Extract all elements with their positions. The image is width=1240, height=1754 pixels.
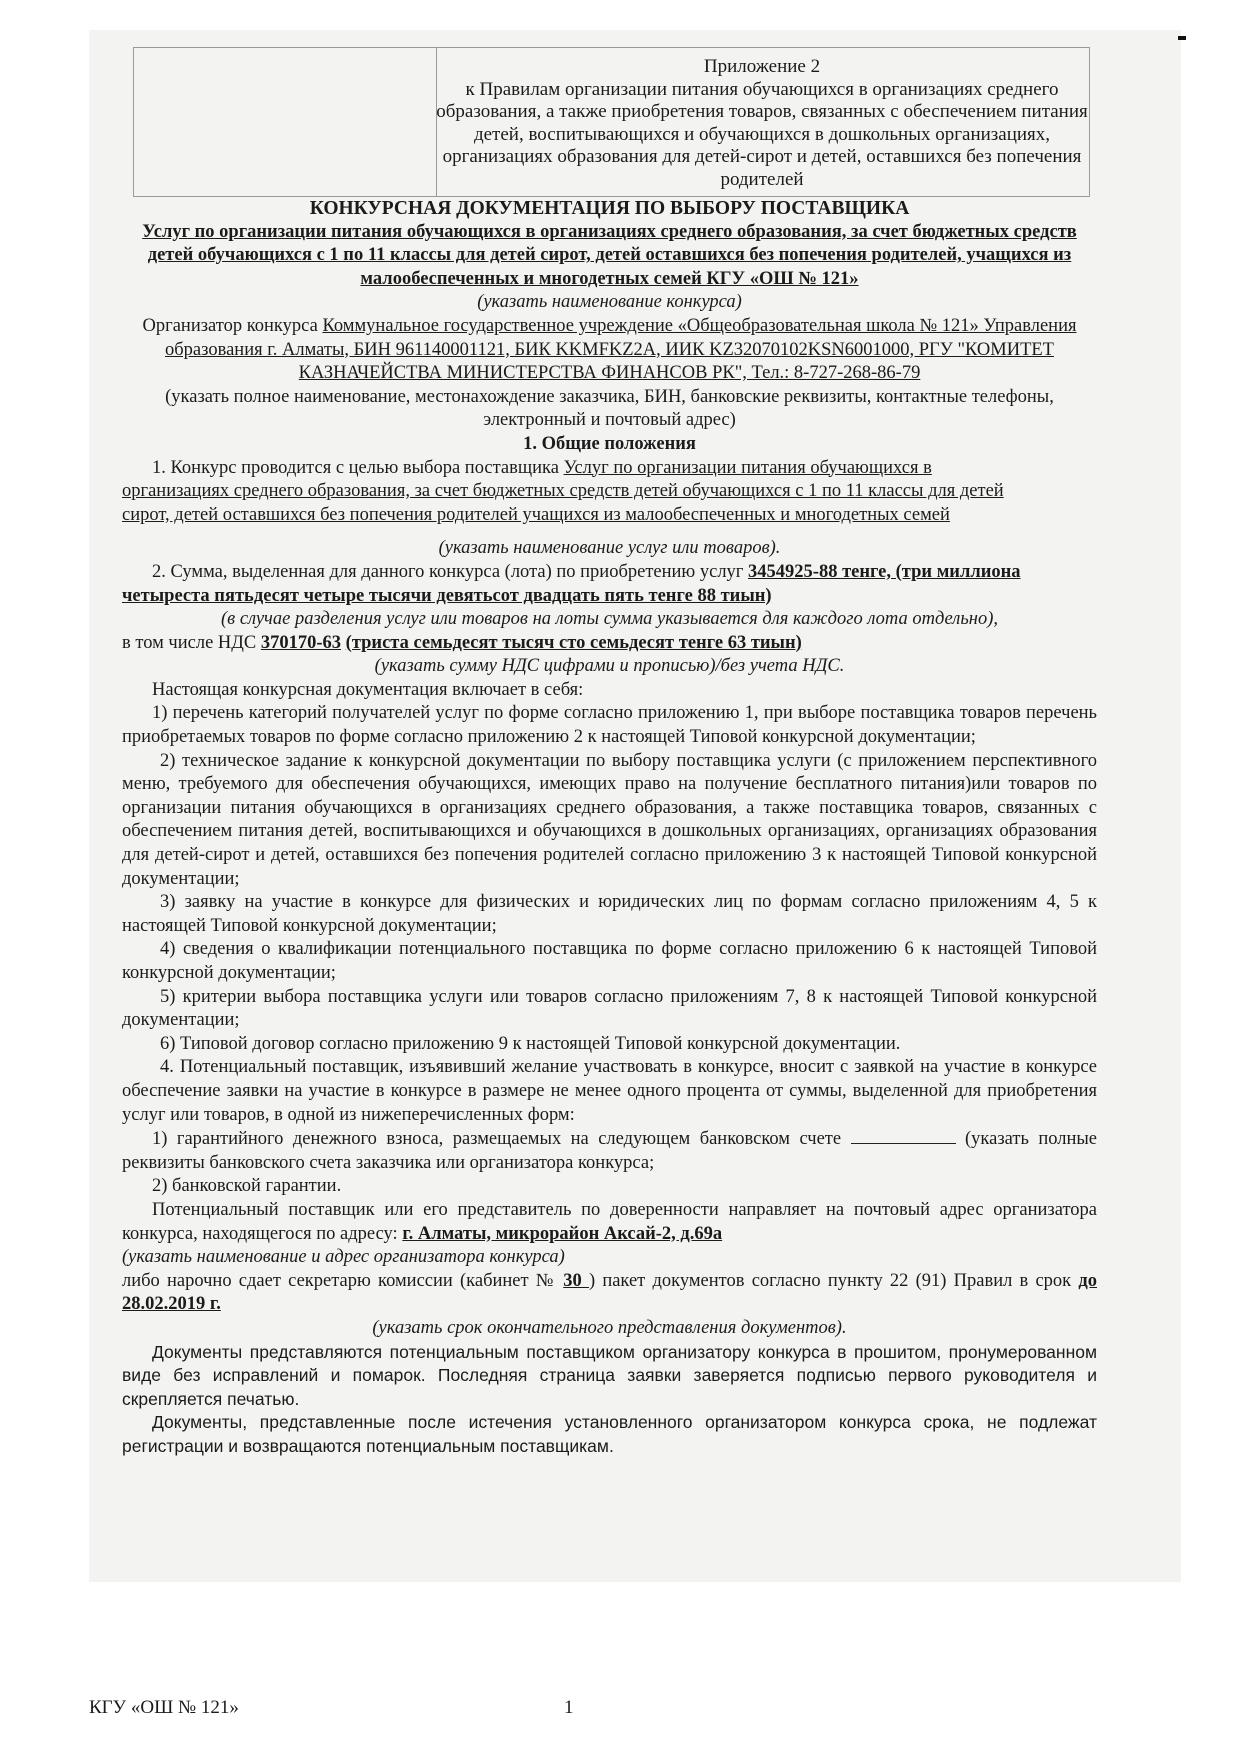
p2-hint: (в случае разделения услуг или товаров на лоты сумма указывается для каждого лота отдельно), xyxy=(221,609,998,630)
paragraph-4-1 xyxy=(122,1127,1097,1175)
p1-label: 1. Конкурс проводится с целью выбора поставщика xyxy=(152,457,564,478)
vat-words: (триста семьдесят тысяч сто семьдесят тенге 63 тиын) xyxy=(345,632,802,653)
p2-value: 3454925-88 тенге, (три миллиона четыреста пятьдесят четыре тысячи девятьсот двадцать пять тенге 88 тиын) xyxy=(122,561,1021,606)
address-paragraph xyxy=(122,1199,1097,1246)
document-body xyxy=(122,197,1097,1458)
appendix-header xyxy=(436,56,1088,191)
item-4: 4) сведения о квалификации потенциального поставщика по форме согласно приложению 6 к настоящей Типовой конкурсной документации; xyxy=(122,939,1097,983)
section-general: 1. Общие положения xyxy=(523,433,696,454)
appendix-title: Приложение 2 xyxy=(703,56,821,77)
doc-subject: Услуг по организации питания обучающихся в организациях среднего образования, за счет бюджетных средств детей обучающихся с 1 по 11 классы для детей сирот, детей оставшихся без попечения родителей, учащихся из малообеспеченных и многодетных семей КГУ «ОШ № 121» xyxy=(142,221,1077,289)
item-6: 6) Типовой договор согласно приложению 9 к настоящей Типовой конкурсной документации. xyxy=(160,1033,901,1054)
item-1: 1) перечень категорий получателей услуг по форме согласно приложению 1, при выборе поставщика товаров перечень приобретаемых товаров по форме согласно приложению 2 к настоящей Типовой конкурсной документации; xyxy=(122,703,1097,748)
item-2: 2) техническое задание к конкурсной документации по выбору поставщика услуги (с приложением перспективного меню, требуемого для обеспечения обучающихся, имеющих право на получение бесплатного питания)или товаров по организации питания обучающихся в организациях среднего образования, а также поставщика товаров, связанных с обеспечением питания детей, воспитывающихся и обучающихся в дошкольных организациях, организациях образования для детей-сирот и детей, оставшихся без попечения родителей согласно приложению 3 к настоящей Типовой конкурсной документации; xyxy=(122,750,1097,889)
vat-line xyxy=(122,632,1097,656)
paragraph-4: 4. Потенциальный поставщик, изъявивший желание участвовать в конкурсе, вносит с заявкой на участие в конкурсе обеспечение заявки на участие в конкурсе в размере не менее одного процента от суммы, выделенной для приобретения услуг или товаров, в одной из нижеперечисленных форм: xyxy=(122,1057,1097,1125)
organizer-hint: (указать полное наименование, местонахождение заказчика, БИН, банковские реквизиты, контактные телефоны, электронный и почтовый адрес) xyxy=(165,386,1054,431)
includes-line: Настоящая конкурсная документация включает в себя: xyxy=(152,679,584,700)
doc-subject-hint: (указать наименование конкурса) xyxy=(477,292,742,313)
deadline-hint: (указать срок окончательного представления документов). xyxy=(372,1317,847,1338)
item-3: 3) заявку на участие в конкурсе для физических и юридических лиц по формам согласно приложениям 4, 5 к настоящей Типовой конкурсной документации; xyxy=(122,892,1097,936)
appendix-text: к Правилам организации питания обучающихся в организациях среднего образования, а также приобретения товаров, связанных с обеспечением питания детей, воспитывающихся и обучающихся в дошкольных организациях, организациях образования для детей-сирот и детей, оставшихся без попечения родителей xyxy=(436,78,1088,190)
p4-1-b: (указать полные реквизиты банковского счета заказчика или организатора конкурса; xyxy=(122,1129,1097,1173)
scan-mark xyxy=(1178,36,1186,40)
vat-label: в том числе НДС xyxy=(122,632,261,653)
deadline: до 28.02.2019 г. xyxy=(122,1270,1097,1315)
vat-value: 370170-63 xyxy=(260,632,342,653)
address-value: г. Алматы, микрорайон Аксай-2, д.69а xyxy=(402,1223,723,1244)
doc-title: КОНКУРСНАЯ ДОКУМЕНТАЦИЯ ПО ВЫБОРУ ПОСТАВЩИКА xyxy=(309,198,910,219)
p1-hint: (указать наименование услуг или товаров). xyxy=(438,538,781,559)
bank-account-blank xyxy=(851,1127,956,1144)
address-hint: (указать наименование и адрес организатора конкурса) xyxy=(122,1247,565,1268)
hand-a: либо нарочно сдает секретарю комиссии (кабинет № xyxy=(122,1270,564,1291)
documents-paragraph-2: Документы, представленные после истечения установленного организатором конкурса срока, не подлежат регистрации и возвращаются потенциальным поставщикам. xyxy=(122,1412,1097,1456)
documents-paragraph-1: Документы представляются потенциальным поставщиком организатору конкурса в прошитом, пронумерованном виде без исправлений и помарок. Последняя страница заявки заверяется подписью первого руководителя и скрепляется печатью. xyxy=(122,1341,1097,1409)
organizer-paragraph xyxy=(122,315,1097,386)
item-5: 5) критерии выбора поставщика услуги или товаров согласно приложениям 7, 8 к настоящей Типовой конкурсной документации; xyxy=(122,986,1097,1031)
page-number: 1 xyxy=(564,1697,574,1718)
paragraph-1 xyxy=(122,457,1097,528)
hand-delivery-paragraph xyxy=(122,1270,1097,1317)
organizer-value: Коммунальное государственное учреждение «Общеобразовательная школа № 121» Управления образования г. Алматы, БИН 961140001121, БИК KKMFKZ2A, ИИК KZ32070102KSN6001000, РГУ "КОМИТЕТ КАЗНАЧЕЙСТВА МИНИСТЕРСТВА ФИНАНСОВ РК", Тел.: 8-727-268-86-79 xyxy=(165,315,1077,384)
vat-hint: (указать сумму НДС цифрами и прописью)/без учета НДС. xyxy=(374,656,845,677)
paragraph-4-2: 2) банковской гарантии. xyxy=(152,1176,342,1197)
cabinet-number: 30 xyxy=(563,1270,589,1291)
address-label: Потенциальный поставщик или его представитель по доверенности направляет на почтовый адрес организатора конкурса, находящегося по адресу: xyxy=(122,1199,1097,1244)
p1-value: Услуг по организации питания обучающихся в организациях среднего образования, за счет бюджетных средств детей обучающихся с 1 по 11 классы для детей сирот, детей оставшихся без попечения родителей учащихся из малообеспеченных и многодетных семей xyxy=(122,457,1004,525)
hand-b: ) пакет документов согласно пункту 22 (91) Правил в срок xyxy=(588,1270,1079,1291)
p2-label: 2. Сумма, выделенная для данного конкурса (лота) по приобретению услуг xyxy=(152,561,749,582)
organizer-label: Организатор конкурса xyxy=(142,315,323,336)
paragraph-2 xyxy=(122,561,1097,608)
p4-1-a: 1) гарантийного денежного взноса, размещаемых на следующем банковском счете xyxy=(152,1129,851,1150)
footer-organization: КГУ «ОШ № 121» xyxy=(89,1697,239,1718)
